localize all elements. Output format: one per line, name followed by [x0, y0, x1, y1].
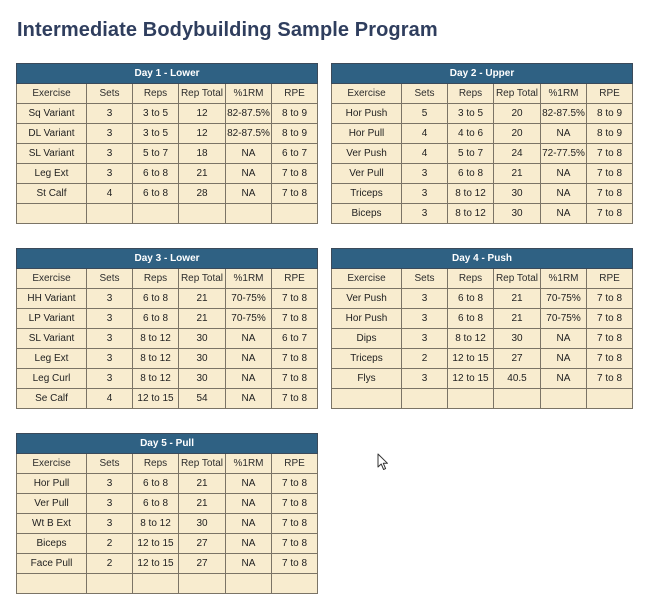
cell-reps: 3 to 5: [133, 124, 179, 144]
cell-rep-total: 21: [179, 494, 226, 514]
col-1rm: %1RM: [541, 269, 587, 289]
cell-reps: 6 to 8: [448, 309, 494, 329]
table-row: [17, 474, 318, 494]
cell-1rm: NA: [226, 534, 272, 554]
col-exercise: Exercise: [17, 84, 87, 104]
cell-exercise: Biceps: [332, 204, 402, 224]
cell-rep-total: 20: [494, 104, 541, 124]
cell-rep-total: 21: [494, 289, 541, 309]
cell-rep-total: 21: [494, 164, 541, 184]
table-row: [332, 389, 633, 409]
cell-rpe: [587, 389, 633, 409]
cell-rep-total: 30: [494, 204, 541, 224]
cell-rep-total: [494, 389, 541, 409]
cell-reps: 8 to 12: [133, 349, 179, 369]
cell-exercise: Face Pull: [17, 554, 87, 574]
day-2-header: Day 2 - Upper: [332, 64, 633, 84]
cell-sets: 3: [87, 309, 133, 329]
col-rpe: RPE: [587, 84, 633, 104]
cell-rpe: 6 to 7: [272, 144, 318, 164]
day-4-header: Day 4 - Push: [332, 249, 633, 269]
cell-1rm: NA: [541, 204, 587, 224]
cell-rep-total: 20: [494, 124, 541, 144]
cell-exercise: Ver Pull: [332, 164, 402, 184]
cell-rpe: 7 to 8: [272, 184, 318, 204]
table-row: [332, 184, 633, 204]
cell-sets: 3: [402, 309, 448, 329]
table-row: [17, 369, 318, 389]
table-row: [332, 124, 633, 144]
cell-sets: 4: [402, 144, 448, 164]
table-row: [17, 574, 318, 594]
table-row: [17, 164, 318, 184]
cell-1rm: NA: [226, 329, 272, 349]
cell-rep-total: 21: [179, 164, 226, 184]
cell-reps: 3 to 5: [133, 104, 179, 124]
cell-1rm: 82-87.5%: [226, 124, 272, 144]
cell-rpe: 8 to 9: [272, 104, 318, 124]
cell-rep-total: 54: [179, 389, 226, 409]
cell-1rm: NA: [226, 349, 272, 369]
cell-rpe: 7 to 8: [587, 329, 633, 349]
cell-rep-total: 21: [179, 474, 226, 494]
cell-rpe: 8 to 9: [272, 124, 318, 144]
cell-rpe: 7 to 8: [272, 514, 318, 534]
col-rpe: RPE: [272, 84, 318, 104]
cell-reps: 6 to 8: [133, 289, 179, 309]
cell-1rm: 70-75%: [541, 309, 587, 329]
cell-exercise: Wt B Ext: [17, 514, 87, 534]
col-rpe: RPE: [272, 454, 318, 474]
cell-exercise: Triceps: [332, 349, 402, 369]
col-sets: Sets: [87, 269, 133, 289]
col-sets: Sets: [87, 84, 133, 104]
cell-rpe: 7 to 8: [272, 534, 318, 554]
cell-exercise: Leg Ext: [17, 349, 87, 369]
col-sets: Sets: [87, 454, 133, 474]
cell-reps: 12 to 15: [133, 534, 179, 554]
cell-exercise: Dips: [332, 329, 402, 349]
cell-1rm: 70-75%: [226, 309, 272, 329]
cell-exercise: SL Variant: [17, 144, 87, 164]
col-1rm: %1RM: [226, 454, 272, 474]
cell-rep-total: 21: [494, 309, 541, 329]
cell-rep-total: 40.5: [494, 369, 541, 389]
cell-sets: [87, 204, 133, 224]
cell-1rm: NA: [541, 349, 587, 369]
cell-exercise: [332, 389, 402, 409]
cell-rep-total: [179, 574, 226, 594]
cell-rep-total: 28: [179, 184, 226, 204]
table-row: [17, 184, 318, 204]
table-row: [17, 554, 318, 574]
cell-1rm: NA: [541, 124, 587, 144]
cell-sets: 3: [87, 329, 133, 349]
table-row: [17, 534, 318, 554]
col-reps: Reps: [448, 269, 494, 289]
cell-rpe: [272, 574, 318, 594]
cell-sets: 4: [402, 124, 448, 144]
cell-rpe: 7 to 8: [587, 144, 633, 164]
cell-rpe: 7 to 8: [272, 164, 318, 184]
cell-rpe: 8 to 9: [587, 104, 633, 124]
cell-1rm: 72-77.5%: [541, 144, 587, 164]
cell-rep-total: 27: [179, 554, 226, 574]
cell-reps: 8 to 12: [448, 204, 494, 224]
cell-reps: 5 to 7: [448, 144, 494, 164]
cell-reps: 8 to 12: [133, 514, 179, 534]
cell-1rm: 82-87.5%: [541, 104, 587, 124]
cell-rpe: 8 to 9: [587, 124, 633, 144]
cell-exercise: Sq Variant: [17, 104, 87, 124]
col-rep-total: Rep Total: [179, 269, 226, 289]
cell-sets: 3: [87, 104, 133, 124]
cell-rep-total: 30: [179, 329, 226, 349]
cell-exercise: Ver Push: [332, 289, 402, 309]
cell-1rm: NA: [226, 164, 272, 184]
cell-sets: 3: [87, 289, 133, 309]
table-row: [17, 104, 318, 124]
cell-reps: 4 to 6: [448, 124, 494, 144]
cell-sets: 3: [87, 144, 133, 164]
cell-sets: [87, 574, 133, 594]
cell-1rm: NA: [541, 369, 587, 389]
cell-reps: 8 to 12: [133, 369, 179, 389]
table-row: [332, 369, 633, 389]
cell-rep-total: 30: [179, 514, 226, 534]
page-title: Intermediate Bodybuilding Sample Program: [17, 19, 438, 41]
col-exercise: Exercise: [332, 84, 402, 104]
day-1-table: [16, 63, 318, 224]
mouse-pointer-icon: [377, 453, 389, 471]
cell-rpe: 7 to 8: [587, 369, 633, 389]
cell-sets: 2: [87, 554, 133, 574]
cell-exercise: Hor Push: [332, 104, 402, 124]
col-rep-total: Rep Total: [179, 84, 226, 104]
cell-1rm: 70-75%: [226, 289, 272, 309]
cell-rpe: 7 to 8: [587, 289, 633, 309]
cell-rpe: 7 to 8: [272, 289, 318, 309]
table-row: [332, 329, 633, 349]
cell-rep-total: 12: [179, 104, 226, 124]
cell-rep-total: 30: [494, 184, 541, 204]
table-row: [17, 124, 318, 144]
cell-exercise: St Calf: [17, 184, 87, 204]
table-row: [17, 144, 318, 164]
col-exercise: Exercise: [332, 269, 402, 289]
cell-exercise: Hor Pull: [332, 124, 402, 144]
cell-sets: 3: [87, 474, 133, 494]
day-4-table: [331, 248, 633, 409]
cell-reps: 6 to 8: [133, 309, 179, 329]
cell-rpe: 7 to 8: [587, 204, 633, 224]
cell-reps: 6 to 8: [133, 184, 179, 204]
cell-reps: 12 to 15: [133, 554, 179, 574]
cell-reps: 12 to 15: [448, 349, 494, 369]
column-header-row: [332, 269, 633, 289]
cell-rpe: 7 to 8: [272, 349, 318, 369]
cell-exercise: Leg Ext: [17, 164, 87, 184]
col-rep-total: Rep Total: [494, 84, 541, 104]
cell-rep-total: 21: [179, 309, 226, 329]
table-row: [332, 144, 633, 164]
cell-1rm: NA: [226, 144, 272, 164]
table-row: [17, 289, 318, 309]
cell-rep-total: [179, 204, 226, 224]
cell-sets: 3: [87, 369, 133, 389]
cell-rep-total: 27: [494, 349, 541, 369]
cell-sets: 5: [402, 104, 448, 124]
cell-sets: 3: [87, 514, 133, 534]
cell-reps: 12 to 15: [133, 389, 179, 409]
column-header-row: [17, 269, 318, 289]
cell-reps: 8 to 12: [133, 329, 179, 349]
cell-1rm: [226, 574, 272, 594]
cell-exercise: Triceps: [332, 184, 402, 204]
table-row: [17, 329, 318, 349]
cell-sets: 2: [402, 349, 448, 369]
table-row: [332, 104, 633, 124]
col-1rm: %1RM: [226, 269, 272, 289]
cell-exercise: Biceps: [17, 534, 87, 554]
cell-sets: 3: [87, 494, 133, 514]
cell-exercise: Se Calf: [17, 389, 87, 409]
cell-rpe: 6 to 7: [272, 329, 318, 349]
cell-exercise: [17, 204, 87, 224]
cell-rpe: 7 to 8: [587, 349, 633, 369]
cell-1rm: NA: [226, 474, 272, 494]
cell-reps: 6 to 8: [448, 164, 494, 184]
table-row: [17, 389, 318, 409]
cell-exercise: Hor Pull: [17, 474, 87, 494]
cell-sets: 3: [402, 329, 448, 349]
day-5-table: [16, 433, 318, 594]
cell-exercise: Flys: [332, 369, 402, 389]
cell-reps: [133, 204, 179, 224]
cell-sets: 3: [87, 349, 133, 369]
cell-1rm: NA: [226, 494, 272, 514]
cell-rep-total: 30: [179, 349, 226, 369]
cell-reps: 12 to 15: [448, 369, 494, 389]
cell-rep-total: 30: [179, 369, 226, 389]
cell-reps: 6 to 8: [448, 289, 494, 309]
table-row: [332, 309, 633, 329]
cell-rep-total: 24: [494, 144, 541, 164]
cell-sets: 4: [87, 389, 133, 409]
cell-reps: 8 to 12: [448, 184, 494, 204]
col-rep-total: Rep Total: [179, 454, 226, 474]
col-sets: Sets: [402, 269, 448, 289]
cell-sets: 2: [87, 534, 133, 554]
cell-sets: [402, 389, 448, 409]
col-exercise: Exercise: [17, 454, 87, 474]
col-reps: Reps: [448, 84, 494, 104]
cell-sets: 3: [402, 184, 448, 204]
cell-exercise: SL Variant: [17, 329, 87, 349]
cell-sets: 3: [87, 124, 133, 144]
cell-sets: 3: [87, 164, 133, 184]
cell-1rm: 82-87.5%: [226, 104, 272, 124]
cell-1rm: NA: [541, 329, 587, 349]
table-row: [17, 349, 318, 369]
cell-1rm: NA: [226, 184, 272, 204]
table-row: [332, 289, 633, 309]
cell-rpe: 7 to 8: [272, 389, 318, 409]
cell-sets: 3: [402, 369, 448, 389]
day-1-header: Day 1 - Lower: [17, 64, 318, 84]
table-row: [17, 309, 318, 329]
cell-exercise: LP Variant: [17, 309, 87, 329]
cell-exercise: HH Variant: [17, 289, 87, 309]
day-3-table: [16, 248, 318, 409]
col-1rm: %1RM: [541, 84, 587, 104]
cell-1rm: NA: [226, 369, 272, 389]
col-reps: Reps: [133, 84, 179, 104]
cell-reps: 8 to 12: [448, 329, 494, 349]
col-reps: Reps: [133, 454, 179, 474]
cell-exercise: Ver Push: [332, 144, 402, 164]
cell-rep-total: 12: [179, 124, 226, 144]
cell-rep-total: 30: [494, 329, 541, 349]
cell-exercise: [17, 574, 87, 594]
cell-rep-total: 27: [179, 534, 226, 554]
cell-exercise: Ver Pull: [17, 494, 87, 514]
table-row: [17, 494, 318, 514]
col-1rm: %1RM: [226, 84, 272, 104]
cell-1rm: NA: [541, 184, 587, 204]
cell-reps: [448, 389, 494, 409]
table-row: [17, 204, 318, 224]
cell-sets: 3: [402, 164, 448, 184]
table-row: [17, 514, 318, 534]
col-rpe: RPE: [587, 269, 633, 289]
table-row: [332, 164, 633, 184]
day-3-header: Day 3 - Lower: [17, 249, 318, 269]
col-reps: Reps: [133, 269, 179, 289]
cell-1rm: 70-75%: [541, 289, 587, 309]
cell-rpe: 7 to 8: [587, 184, 633, 204]
cell-reps: 3 to 5: [448, 104, 494, 124]
col-exercise: Exercise: [17, 269, 87, 289]
cell-rpe: 7 to 8: [272, 494, 318, 514]
table-row: [332, 204, 633, 224]
cell-1rm: NA: [541, 164, 587, 184]
cell-1rm: NA: [226, 514, 272, 534]
day-5-header: Day 5 - Pull: [17, 434, 318, 454]
col-rpe: RPE: [272, 269, 318, 289]
cell-exercise: Leg Curl: [17, 369, 87, 389]
col-rep-total: Rep Total: [494, 269, 541, 289]
cell-rpe: 7 to 8: [272, 309, 318, 329]
cell-rpe: 7 to 8: [587, 164, 633, 184]
cell-rpe: 7 to 8: [272, 369, 318, 389]
column-header-row: [332, 84, 633, 104]
col-sets: Sets: [402, 84, 448, 104]
cell-1rm: [226, 204, 272, 224]
cell-rep-total: 21: [179, 289, 226, 309]
cell-exercise: DL Variant: [17, 124, 87, 144]
cell-1rm: NA: [226, 389, 272, 409]
cell-sets: 3: [402, 289, 448, 309]
cell-reps: 6 to 8: [133, 164, 179, 184]
cell-sets: 3: [402, 204, 448, 224]
cell-reps: 5 to 7: [133, 144, 179, 164]
cell-reps: 6 to 8: [133, 494, 179, 514]
column-header-row: [17, 84, 318, 104]
cell-rpe: [272, 204, 318, 224]
cell-reps: [133, 574, 179, 594]
cell-rpe: 7 to 8: [587, 309, 633, 329]
cell-rpe: 7 to 8: [272, 554, 318, 574]
column-header-row: [17, 454, 318, 474]
cell-rep-total: 18: [179, 144, 226, 164]
cell-sets: 4: [87, 184, 133, 204]
table-row: [332, 349, 633, 369]
day-2-table: [331, 63, 633, 224]
cell-reps: 6 to 8: [133, 474, 179, 494]
cell-rpe: 7 to 8: [272, 474, 318, 494]
cell-1rm: [541, 389, 587, 409]
cell-1rm: NA: [226, 554, 272, 574]
cell-exercise: Hor Push: [332, 309, 402, 329]
